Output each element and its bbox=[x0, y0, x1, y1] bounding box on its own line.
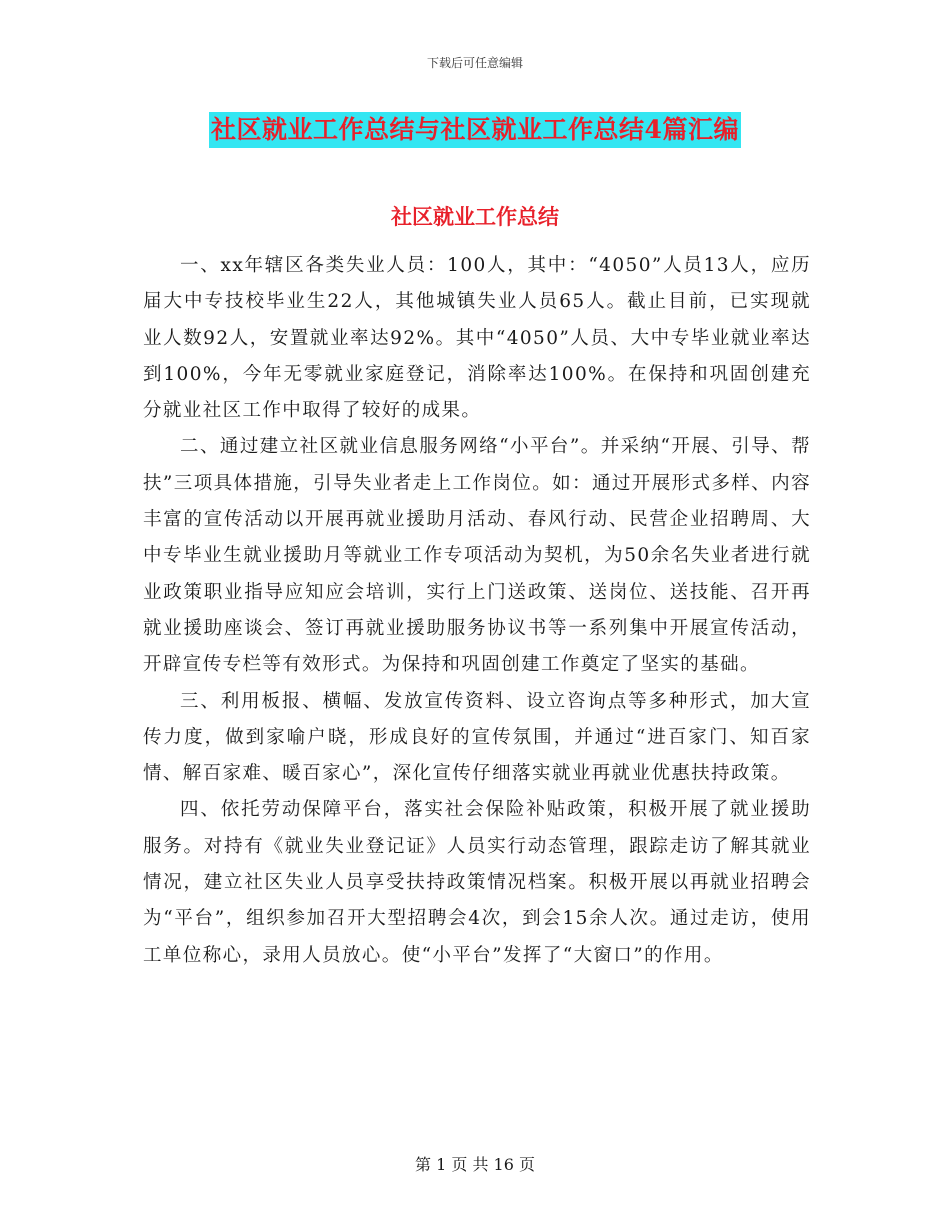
paragraph-4: 四、依托劳动保障平台，落实社会保险补贴政策，积极开展了就业援助服务。对持有《就业失业登记证》人员实行动态管理，跟踪走访了解其就业情况，建立社区失业人员享受扶持政策情况档案。积极开展以再就业招聘会为“平台”，组织参加召开大型招聘会4次，到会15余人次。通过走访，使用工单位称心，录用人员放心。使“小平台”发挥了“大窗口”的作用。 bbox=[143, 799, 811, 966]
paragraph-1: 一、xx年辖区各类失业人员：100人，其中：“4050”人员13人，应历届大中专技校毕业生22人，其他城镇失业人员65人。截止目前，已实现就业人数92人，安置就业率达92%。其中“4050”人员、大中专毕业就业率达到100%，今年无零就业家庭登记，消除率达100%。在保持和巩固创建充分就业社区工作中取得了较好的成果。 bbox=[143, 255, 811, 422]
page-header-note: 下载后可任意编辑 bbox=[426, 56, 523, 70]
page-number-footer: 第 1 页 共 16 页 bbox=[415, 1155, 535, 1174]
paragraph-3: 三、利用板报、横幅、发放宣传资料、设立咨询点等多种形式，加大宣传力度，做到家喻户晓，形成良好的宣传氛围，并通过“进百家门、知百家情、解百家难、暖百家心”，深化宣传仔细落实就业再就业优惠扶持政策。 bbox=[143, 690, 811, 785]
document-title: 社区就业工作总结与社区就业工作总结4篇汇编 bbox=[209, 112, 741, 148]
section-title: 社区就业工作总结 bbox=[391, 204, 559, 229]
document-body bbox=[143, 248, 811, 974]
document-title-container bbox=[0, 112, 950, 148]
paragraph-2: 二、通过建立社区就业信息服务网络“小平台”。并采纳“开展、引导、帮扶”三项具体措施，引导失业者走上工作岗位。如：通过开展形式多样、内容丰富的宣传活动以开展再就业援助月活动、春风行动、民营企业招聘周、大中专毕业生就业援助月等就业工作专项活动为契机，为50余名失业者进行就业政策职业指导应知应会培训，实行上门送政策、送岗位、送技能、召开再就业援助座谈会、签订再就业援助服务协议书等一系列集中开展宣传活动，开辟宣传专栏等有效形式。为保持和巩固创建工作奠定了坚实的基础。 bbox=[143, 436, 811, 676]
